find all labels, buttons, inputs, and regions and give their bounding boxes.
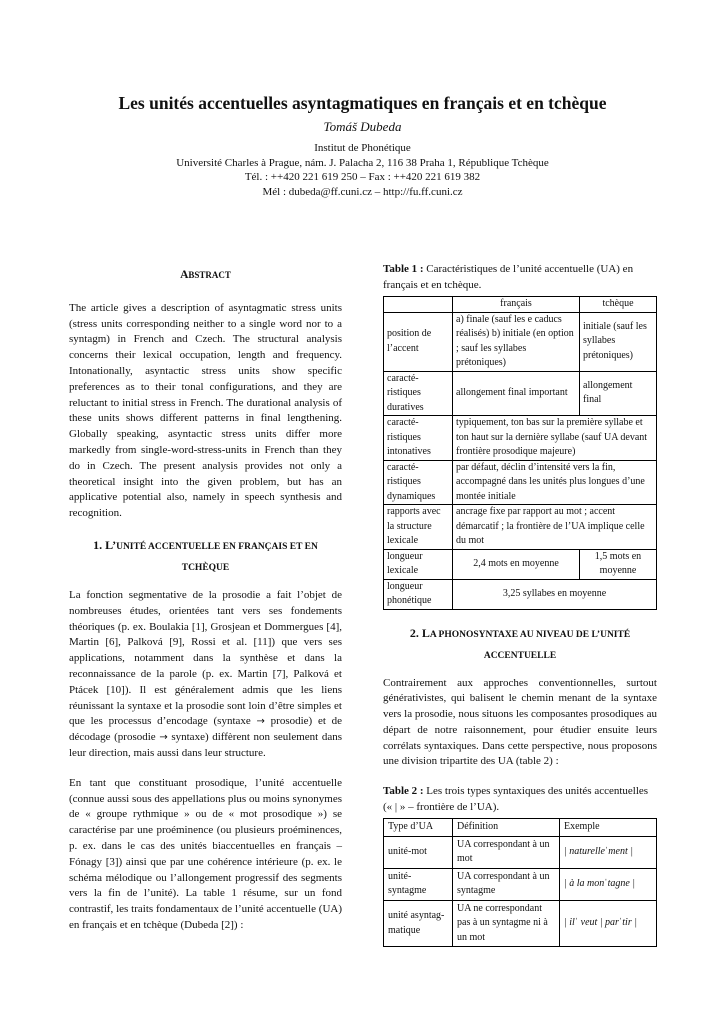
affiliation-line: Université Charles à Prague, nám. J. Palacha 2, 116 38 Praha 1, République Tchèque	[176, 156, 549, 169]
section-2-heading	[383, 624, 657, 666]
section-1-title-part: TCHÈQUE	[181, 562, 230, 573]
section-1-title-part: UNITÉ ACCENTUELLE EN FRANÇAIS ET EN	[116, 541, 318, 552]
author-name: Tomáš Dubeda	[323, 119, 402, 134]
table-1-caption-text: Caractéristiques de l’unité accentuelle (UA) en français et en tchèque.	[383, 263, 634, 291]
paper-header	[0, 92, 725, 199]
table-header-cell	[384, 297, 453, 313]
table-cell: position de l’accent	[384, 312, 453, 371]
table-cell: 1,5 mots en moyenne	[580, 549, 657, 579]
table-cell: unité asyntag-matique	[384, 900, 453, 947]
table-cell: UA ne correspondant pas à un syntagme ni à un mot	[453, 900, 560, 947]
paragraph-text: syntaxe) diffèrent non seulement dans leur direction, mais aussi dans leur structure.	[69, 731, 343, 759]
table-cell: rapports avec la structure lexicale	[384, 505, 453, 550]
table-row	[384, 579, 657, 609]
table-row	[384, 836, 657, 868]
table-2-caption	[383, 784, 657, 815]
table-cell: unité-mot	[384, 836, 453, 868]
section-1-paragraph	[69, 588, 342, 762]
left-column	[69, 268, 342, 948]
table-cell: typiquement, ton bas sur la première syllabe et ton haut sur la dernière syllabe (sauf UA devant frontière prosodique majeure)	[453, 416, 657, 461]
table-cell: caracté-ristiques intonatives	[384, 416, 453, 461]
abstract-heading	[69, 268, 342, 284]
table-1-caption	[383, 262, 657, 293]
table-2-caption-text: Les trois types syntaxiques des unités accentuelles (« | » – frontière de l’UA).	[383, 785, 649, 813]
section-2-title-part: A PHONOSYNTAXE AU NIVEAU DE L’UNITÉ	[429, 629, 631, 640]
table-cell: caracté-ristiques dynamiques	[384, 460, 453, 505]
table-cell: ancrage fixe par rapport au mot ; accent démarcatif ; la frontière de l’UA implique celle du mot	[453, 505, 657, 550]
abstract-heading-initial: A	[180, 269, 189, 281]
arrow-right-icon: →	[256, 716, 265, 728]
table-row	[384, 312, 657, 371]
section-2-number: 2. L	[409, 625, 430, 640]
paragraph-text: La fonction segmentative de la prosodie a fait l’objet de nombreuses études, orientées tant vers ses fondements théoriques (p. ex. Boulakia [1], Grosjean et Dommergues [4], Martin [6], Palková [9], Rossi et al. [11]) que vers ses applications, notamment dans la synthèse et dans la reconnaissance de la parole (p. ex. Martin [7], Palková et Ptácek [10]). Il est généralement admis que les liens réunissant la syntaxe et la prosodie sont loin d’être simples et que les processus d’encodage (syntaxe	[69, 588, 342, 728]
affiliation-line: Institut de Phonétique	[314, 142, 411, 154]
abstract-text: The article gives a description of asyntagmatic stress units (stress units corresponding neither to a single word nor to a syntagm) in French and Czech. The structural analysis concerns their lexical occupation, length and frequency. Intonationally, asyntactic stress units show specific preferences as to their tonal configurations, and they are reluctant to initial stress in French. The durational analysis of these units shows different patterns in final lengthening. Globally speaking, asyntactic stress units differ more markedly from single-word-stress-units in French than they do in Czech. The present analysis provides not only a theoretical insight into the given problem, but has an applicative potential also, namely in speech synthesis and recognition.	[69, 301, 342, 520]
table-cell: | naturelleˈment |	[560, 836, 657, 868]
table-row	[384, 460, 657, 505]
table-cell: 2,4 mots en moyenne	[453, 549, 580, 579]
table-1-caption-label: Table 1 :	[383, 263, 424, 275]
right-column	[383, 262, 657, 947]
table-header-cell: Type d’UA	[384, 819, 453, 837]
table-row	[384, 505, 657, 550]
section-2-title-part: ACCENTUELLE	[483, 650, 557, 661]
paper-title: Les unités accentuelles asyntagmatiques en français et en tchèque	[118, 93, 607, 113]
table-row	[384, 416, 657, 461]
section-1-paragraph: En tant que constituant prosodique, l’unité accentuelle (connue aussi sous des appellations plus ou moins synonymes de « groupe rythmique » ou de « mot prosodique ») se caractérise par une proéminence (ou plusieurs proéminences, p. ex. dans le cas des unités biaccentuelles en français – Fónagy [3]) ainsi que par une cohérence intérieure (p. ex. le schéma mélodique ou l’allongement progressif des segments vers la fin de l’unité). La table 1 résume, sur un fond contrastif, les traits fondamentaux de l’unité accentuelle (UA) en français et en tchèque (Dubeda [2]) :	[69, 776, 342, 931]
table-cell: unité-syntagme	[384, 868, 453, 900]
affiliation-block	[0, 141, 725, 199]
abstract-heading-rest: BSTRACT	[188, 270, 231, 280]
table-row	[384, 900, 657, 947]
table-cell: UA correspondant à un mot	[453, 836, 560, 868]
table-header-cell: Définition	[453, 819, 560, 837]
table-cell: par défaut, déclin d’intensité vers la fin, accompagné dans les unités plus longues d’une montée initiale	[453, 460, 657, 505]
table-2	[383, 818, 657, 947]
table-row	[384, 868, 657, 900]
table-header-row	[384, 297, 657, 313]
table-header-cell: tchèque	[580, 297, 657, 313]
table-cell: | ilˈ veut | parˈtir |	[560, 900, 657, 947]
section-2-paragraph: Contrairement aux approches conventionnelles, surtout générativistes, qui balisent le chemin menant de la syntaxe vers la prosodie, nous situons les composantes prosodiques au départ de notre raisonnement, pour étudier ensuite leurs corrélats syntaxiques. Dans cette perspective, nous proposons une division tripartite des UA (table 2) :	[383, 676, 657, 768]
table-1	[383, 296, 657, 610]
table-cell: 3,25 syllabes en moyenne	[453, 579, 657, 609]
table-cell: allongement final important	[453, 371, 580, 416]
section-1-number: 1. L’	[93, 537, 117, 552]
table-cell: | à la monˈtagne |	[560, 868, 657, 900]
table-2-caption-label: Table 2 :	[383, 785, 424, 798]
table-header-cell: Exemple	[560, 819, 657, 837]
table-cell: caracté-ristiques duratives	[384, 371, 453, 416]
section-1-heading	[69, 536, 342, 578]
table-cell: UA correspondant à un syntagme	[453, 868, 560, 900]
table-row	[384, 371, 657, 416]
table-cell: allongement final	[580, 371, 657, 416]
table-cell: initiale (sauf les syllabes prétoniques)	[580, 312, 657, 371]
table-header-row	[384, 819, 657, 837]
affiliation-line: Tél. : ++420 221 619 250 – Fax : ++420 221 619 382	[244, 171, 481, 183]
affiliation-line: Mél : dubeda@ff.cuni.cz – http://fu.ff.cuni.cz	[262, 185, 463, 198]
paragraph-text: prosodie) et de décodage (prosodie	[69, 715, 343, 744]
table-header-cell: français	[453, 297, 580, 313]
table-row	[384, 549, 657, 579]
table-cell: longueur phonétique	[384, 579, 453, 609]
table-cell: a) finale (sauf les e caducs réalisés) b) initiale (en option ; sauf les syllabes prétoniques)	[453, 312, 580, 371]
arrow-right-icon: →	[159, 732, 168, 744]
table-cell: longueur lexicale	[384, 549, 453, 579]
